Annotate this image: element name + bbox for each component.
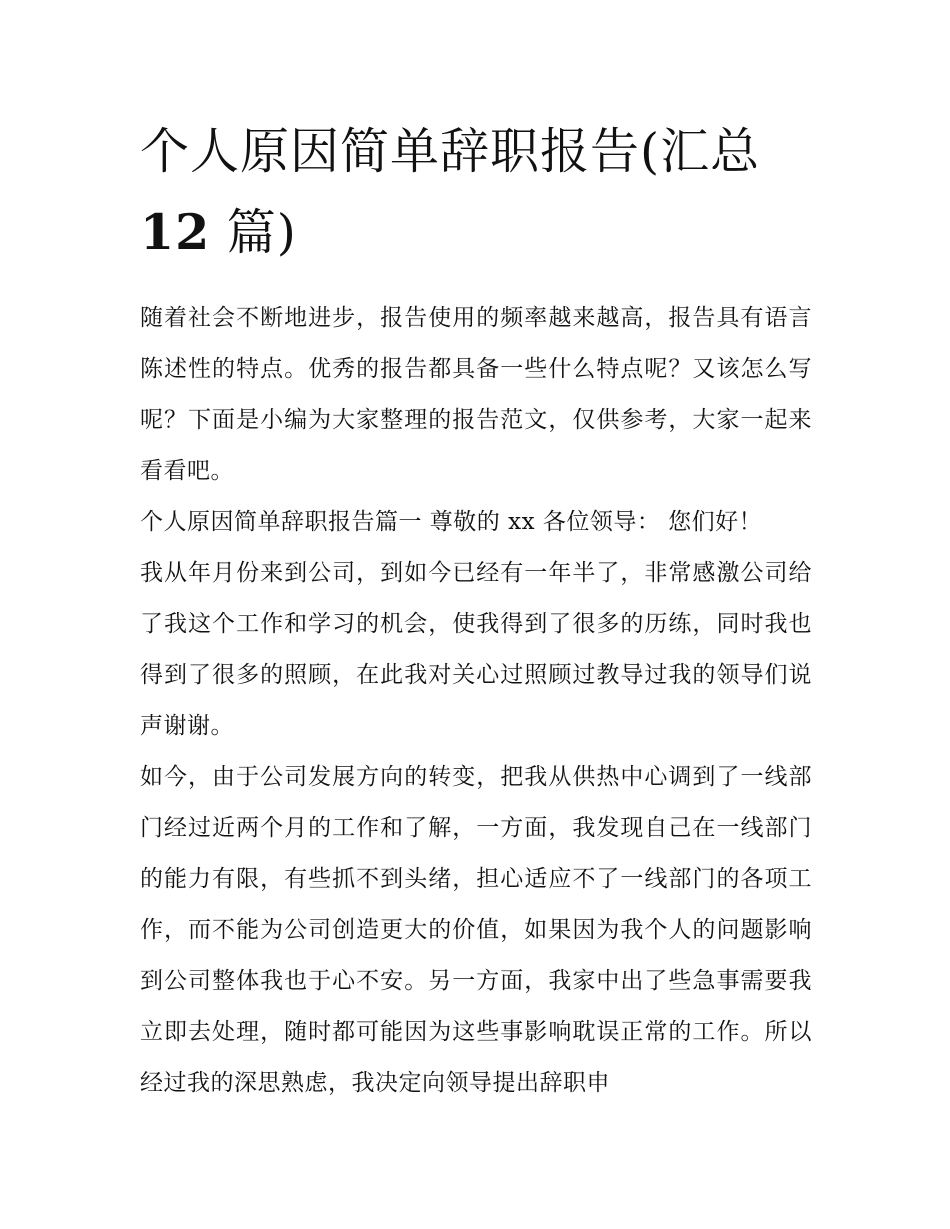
body-paragraph-2: 如今，由于公司发展方向的转变，把我从供热中心调到了一线部门经过近两个月的工作和了解，一方面，我发现自己在一线部门的能力有限，有些抓不到头绪，担心适应不了一线部门的各项工作，而不能为公司创造更大的价值，如果因为我个人的问题影响到公司整体我也于心不安。另一方面，我家中出了些急事需要我立即去处理，随时都可能因为这些事影响耽误正常的工作。所以经过我的深思熟虑，我决定向领导提出辞职申 <box>140 764 812 1096</box>
salutation-paragraph: 个人原因简单辞职报告篇一 尊敬的 xx 各位领导： 您们好！ <box>140 509 763 535</box>
title-suffix: 篇) <box>210 204 297 261</box>
document-body <box>140 112 812 1109</box>
title-line-1: 个人原因简单辞职报告(汇总 <box>140 123 761 180</box>
title-number: 12 <box>140 203 211 261</box>
document-title <box>140 112 812 273</box>
intro-paragraph: 随着社会不断地进步，报告使用的频率越来越高，报告具有语言陈述性的特点。优秀的报告都具备一些什么特点呢？又该怎么写呢？下面是小编为大家整理的报告范文，仅供参考，大家一起来看看吧。 <box>140 305 812 484</box>
body-paragraph-1: 我从年月份来到公司，到如今已经有一年半了，非常感激公司给了我这个工作和学习的机会，使我得到了很多的历练，同时我也得到了很多的照顾，在此我对关心过照顾过教导过我的领导们说声谢谢。 <box>140 560 812 739</box>
